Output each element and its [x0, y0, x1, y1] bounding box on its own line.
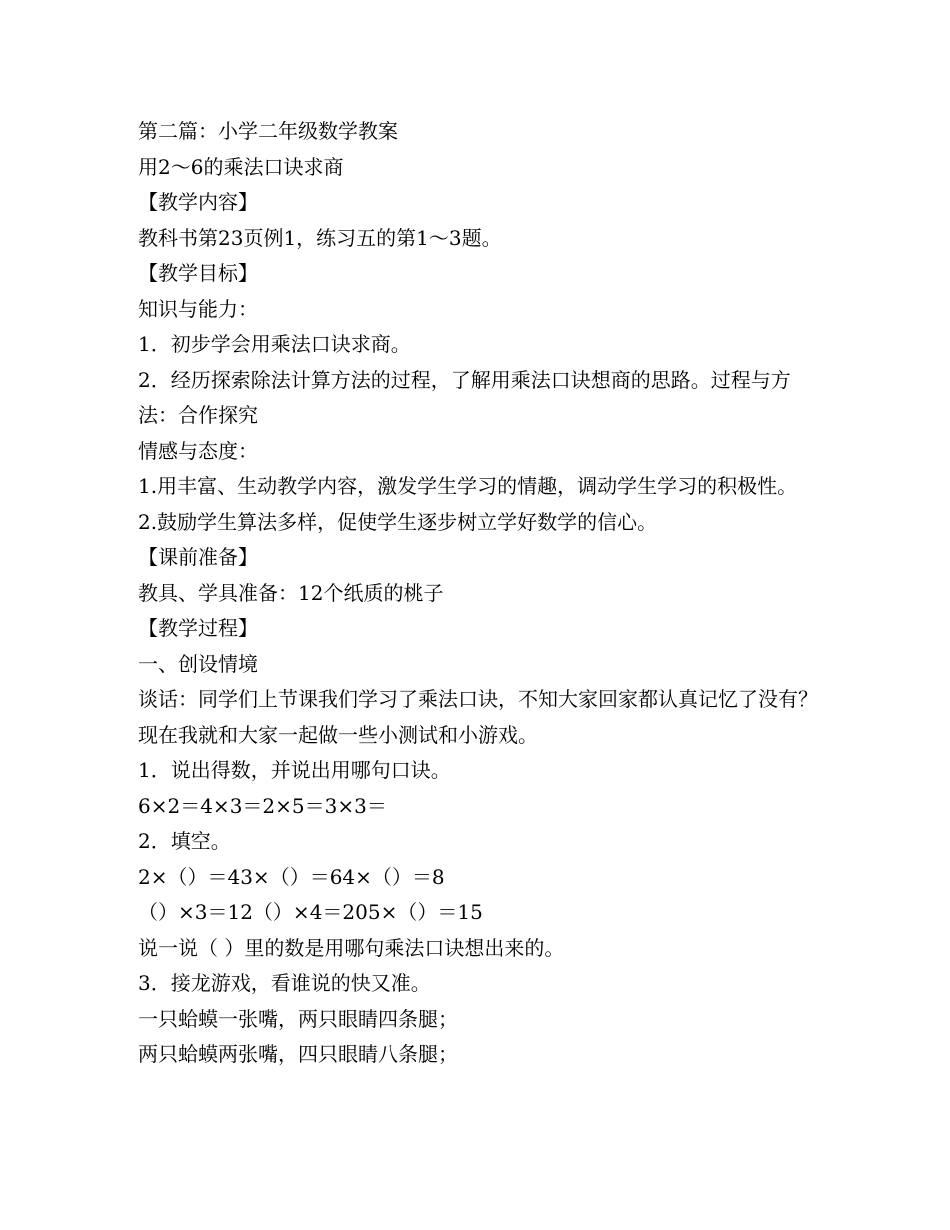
section-heading-prep: 【课前准备】 [138, 545, 258, 569]
document-title: 第二篇：小学二年级数学教案 [138, 119, 398, 143]
prep-text: 教具、学具准备：12个纸质的桃子 [138, 580, 444, 605]
task-2: 2．填空。 [138, 829, 231, 853]
knowledge-label: 知识与能力： [138, 296, 258, 321]
task-2-expression-a: 2×（）＝43×（）＝64×（）＝8 [138, 864, 445, 889]
section-heading-process: 【教学过程】 [138, 616, 258, 640]
task-2-note: 说一说（ ）里的数是用哪句乘法口诀想出来的。 [138, 935, 565, 960]
rhyme-line-1: 一只蛤蟆一张嘴，两只眼睛四条腿； [138, 1006, 458, 1031]
emotion-item-1: 1.用丰富、生动教学内容，激发学生学习的情趣，调动学生学习的积极性。 [138, 474, 798, 498]
goal-item-1: 1．初步学会用乘法口诀求商。 [138, 332, 411, 356]
content-text: 教科书第23页例1，练习五的第1～3题。 [138, 225, 502, 250]
document-body [138, 114, 818, 1073]
task-2-expression-b: （）×3＝12（）×4＝205×（）＝15 [138, 900, 483, 924]
emotion-item-2: 2.鼓励学生算法多样，促使学生逐步树立学好数学的信心。 [138, 509, 658, 534]
section-heading-content: 【教学内容】 [138, 190, 258, 214]
goal-item-2: 2．经历探索除法计算方法的过程，了解用乘法口诀想商的思路。过程与方法：合作探究 [138, 367, 791, 427]
task-1: 1．说出得数，并说出用哪句口诀。 [138, 758, 451, 782]
step-1-heading: 一、创设情境 [138, 651, 258, 676]
document-subtitle: 用2～6的乘法口诀求商 [138, 154, 344, 179]
rhyme-line-2: 两只蛤蟆两张嘴，四只眼睛八条腿； [138, 1042, 458, 1066]
emotion-label: 情感与态度： [138, 438, 258, 463]
section-heading-goals: 【教学目标】 [138, 261, 258, 285]
task-1-expression: 6×2＝4×3＝2×5＝3×3＝ [138, 793, 387, 818]
task-3: 3．接龙游戏，看谁说的快又准。 [138, 971, 431, 995]
talk-text: 谈话：同学们上节课我们学习了乘法口诀，不知大家回家都认真记忆了没有？现在我就和大家一起做一些小测试和小游戏。 [138, 687, 818, 747]
